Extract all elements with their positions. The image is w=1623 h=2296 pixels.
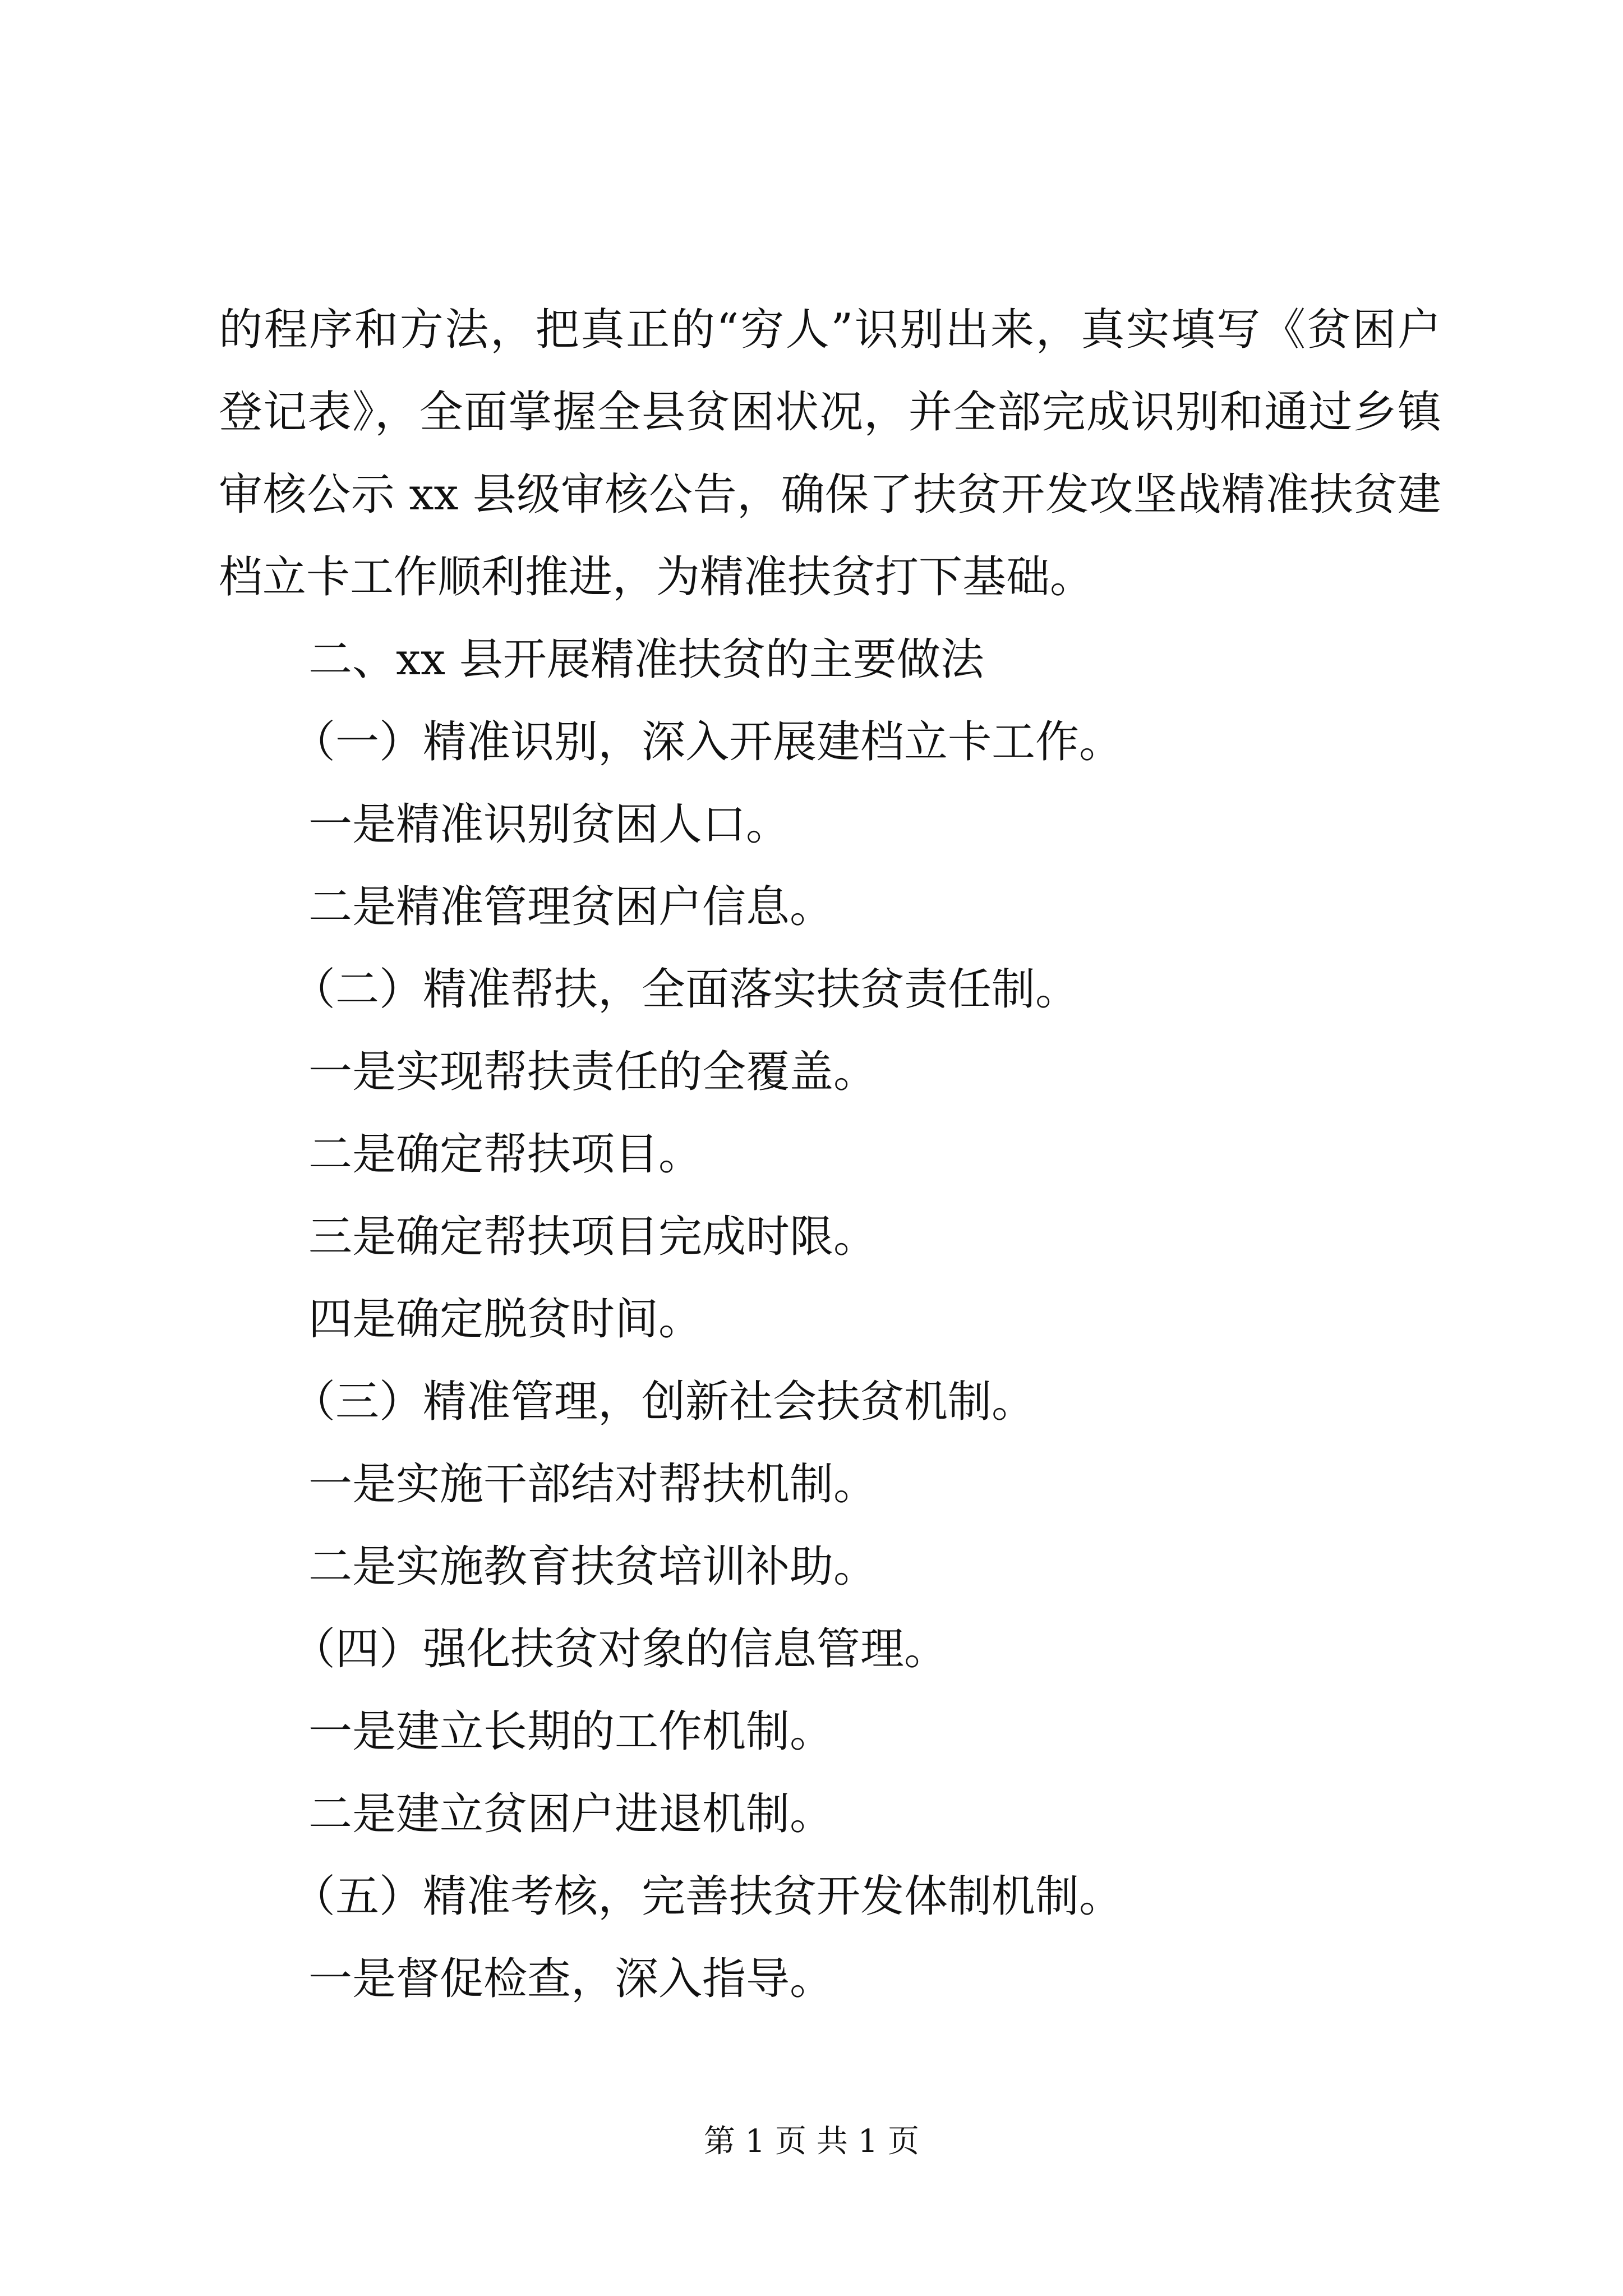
subsection-heading: （四）强化扶贫对象的信息管理。 [292, 1624, 948, 1674]
list-item: 一是督促检查，深入指导。 [308, 1954, 834, 2004]
list-item: 一是精准识别贫困人口。 [308, 799, 790, 850]
page-number-footer: 第 1 页 共 1 页 [703, 2123, 920, 2160]
subsection-heading: （三）精准管理，创新社会扶贫机制。 [292, 1377, 1036, 1427]
list-item: 一是实现帮扶责任的全覆盖。 [308, 1047, 878, 1097]
paragraph-line: 的程序和方法，把真正的“穷人”识别出来，真实填写《贫困户 [219, 305, 1441, 355]
subsection-heading: （五）精准考核，完善扶贫开发体制机制。 [292, 1871, 1123, 1922]
list-item: 一是建立长期的工作机制。 [308, 1706, 834, 1757]
list-item: 二是确定帮扶项目。 [308, 1129, 703, 1180]
paragraph-line: 审核公示 xx 县级审核公告，确保了扶贫开发攻坚战精准扶贫建 [219, 470, 1441, 520]
list-item: 二是实施教育扶贫培训补助。 [308, 1542, 878, 1592]
subsection-heading: （二）精准帮扶，全面落实扶贫责任制。 [292, 964, 1080, 1015]
list-item: 一是实施干部结对帮扶机制。 [308, 1459, 878, 1510]
list-item: 二是建立贫困户进退机制。 [308, 1789, 834, 1839]
paragraph-line: 登记表》，全面掌握全县贫困状况，并全部完成识别和通过乡镇 [219, 387, 1441, 438]
list-item: 四是确定脱贫时间。 [308, 1294, 703, 1345]
section-heading: 二、xx 县开展精准扶贫的主要做法 [308, 634, 984, 685]
subsection-heading: （一）精准识别，深入开展建档立卡工作。 [292, 717, 1123, 767]
paragraph-line: 档立卡工作顺利推进，为精准扶贫打下基础。 [219, 552, 1094, 602]
list-item: 二是精准管理贫困户信息。 [308, 882, 834, 932]
list-item: 三是确定帮扶项目完成时限。 [308, 1212, 878, 1262]
